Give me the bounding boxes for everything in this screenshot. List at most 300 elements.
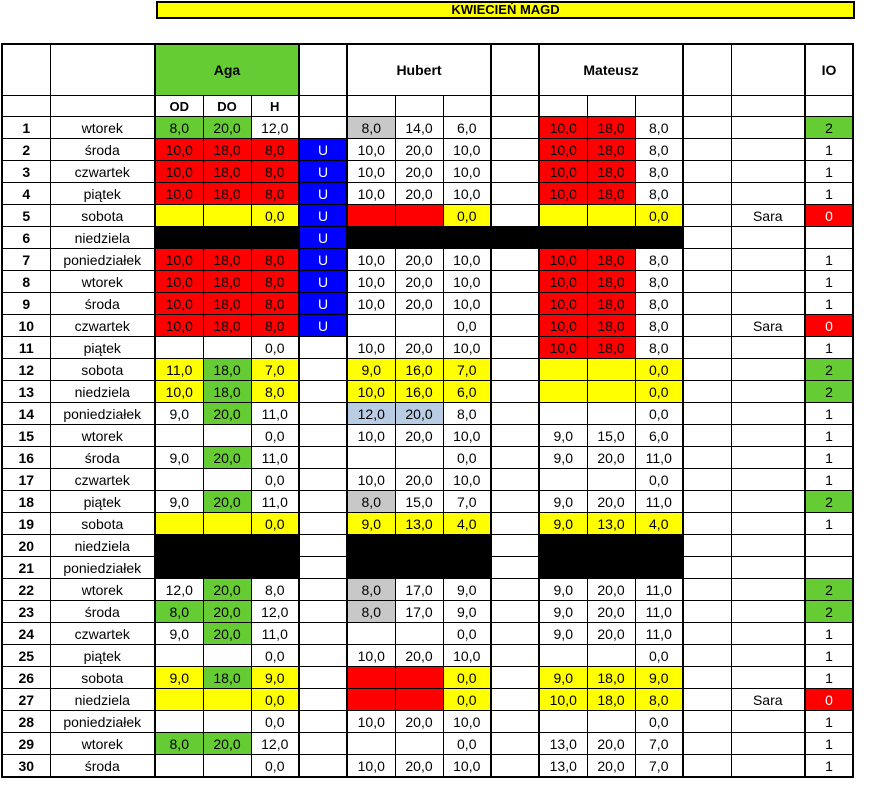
row-number[interactable]: 19 [2,513,50,535]
aga-h-cell[interactable] [251,557,299,579]
mateusz-h-cell[interactable]: 0,0 [635,645,683,667]
mateusz-od-cell[interactable] [539,403,587,425]
aga-do-cell[interactable] [203,513,251,535]
mateusz-do-cell[interactable] [587,227,635,249]
aga-h-cell[interactable]: 8,0 [251,271,299,293]
hubert-h-cell[interactable]: 0,0 [443,205,491,227]
hubert-do-cell[interactable]: 17,0 [395,601,443,623]
io-cell[interactable]: 2 [805,579,853,601]
extra-cell[interactable] [683,447,731,469]
hubert-od-cell[interactable]: 10,0 [347,337,395,359]
row-number[interactable]: 16 [2,447,50,469]
mateusz-h-cell[interactable]: 9,0 [635,667,683,689]
mateusz-do-cell[interactable]: 20,0 [587,733,635,755]
name-cell[interactable] [731,337,805,359]
mateusz-od-cell[interactable] [539,535,587,557]
hubert-do-cell[interactable]: 16,0 [395,381,443,403]
aga-h-cell[interactable]: 0,0 [251,205,299,227]
mateusz-h-cell[interactable]: 6,0 [635,425,683,447]
row-number[interactable]: 24 [2,623,50,645]
hubert-h-cell[interactable]: 9,0 [443,601,491,623]
aga-do-cell[interactable] [203,645,251,667]
day-name[interactable]: sobota [50,667,155,689]
day-name[interactable]: środa [50,755,155,778]
hubert-od-cell[interactable]: 8,0 [347,601,395,623]
header-io[interactable]: IO [805,44,853,96]
mateusz-h-cell[interactable]: 8,0 [635,139,683,161]
aga-do-cell[interactable] [203,557,251,579]
mateusz-do-cell[interactable]: 15,0 [587,425,635,447]
aga-h-cell[interactable]: 0,0 [251,513,299,535]
aga-do-cell[interactable]: 18,0 [203,293,251,315]
name-cell[interactable]: Sara [731,689,805,711]
name-cell[interactable] [731,161,805,183]
sub-hubert-2[interactable] [395,96,443,117]
row-number[interactable]: 7 [2,249,50,271]
gap-cell[interactable] [491,315,539,337]
mateusz-do-cell[interactable] [587,645,635,667]
gap-cell[interactable] [491,381,539,403]
extra-cell[interactable] [683,689,731,711]
mateusz-h-cell[interactable]: 8,0 [635,271,683,293]
name-cell[interactable] [731,359,805,381]
mateusz-od-cell[interactable]: 10,0 [539,161,587,183]
name-cell[interactable] [731,425,805,447]
gap-cell[interactable] [491,535,539,557]
extra-cell[interactable] [683,579,731,601]
day-name[interactable]: piątek [50,337,155,359]
aga-h-cell[interactable]: 8,0 [251,183,299,205]
row-number[interactable]: 12 [2,359,50,381]
io-cell[interactable]: 1 [805,447,853,469]
hubert-h-cell[interactable]: 6,0 [443,117,491,139]
mateusz-od-cell[interactable]: 9,0 [539,513,587,535]
aga-od-cell[interactable]: 9,0 [155,447,203,469]
hubert-h-cell[interactable] [443,557,491,579]
vacation-cell[interactable] [299,689,347,711]
aga-do-cell[interactable]: 18,0 [203,161,251,183]
io-cell[interactable]: 1 [805,711,853,733]
row-number[interactable]: 9 [2,293,50,315]
aga-od-cell[interactable]: 11,0 [155,359,203,381]
vacation-cell[interactable]: U [299,183,347,205]
hubert-do-cell[interactable] [395,315,443,337]
sub-mateusz-2[interactable] [587,96,635,117]
vacation-cell[interactable] [299,359,347,381]
io-cell[interactable]: 2 [805,359,853,381]
hubert-h-cell[interactable]: 0,0 [443,447,491,469]
hubert-do-cell[interactable]: 20,0 [395,425,443,447]
row-number[interactable]: 30 [2,755,50,778]
aga-h-cell[interactable]: 0,0 [251,425,299,447]
aga-od-cell[interactable] [155,645,203,667]
name-cell[interactable] [731,579,805,601]
mateusz-h-cell[interactable]: 8,0 [635,117,683,139]
gap-cell[interactable] [491,469,539,491]
vacation-cell[interactable] [299,425,347,447]
io-cell[interactable]: 2 [805,117,853,139]
mateusz-od-cell[interactable] [539,227,587,249]
aga-h-cell[interactable]: 12,0 [251,117,299,139]
day-name[interactable]: środa [50,293,155,315]
aga-h-cell[interactable]: 11,0 [251,447,299,469]
day-name[interactable]: środa [50,139,155,161]
io-cell[interactable]: 0 [805,205,853,227]
day-name[interactable]: czwartek [50,623,155,645]
mateusz-od-cell[interactable] [539,469,587,491]
hubert-do-cell[interactable]: 20,0 [395,711,443,733]
mateusz-do-cell[interactable] [587,381,635,403]
io-cell[interactable]: 0 [805,689,853,711]
mateusz-h-cell[interactable] [635,227,683,249]
hubert-do-cell[interactable] [395,667,443,689]
gap-cell[interactable] [491,689,539,711]
hubert-do-cell[interactable] [395,227,443,249]
aga-do-cell[interactable]: 20,0 [203,117,251,139]
day-name[interactable]: poniedziałek [50,249,155,271]
aga-do-cell[interactable]: 20,0 [203,733,251,755]
extra-cell[interactable] [683,271,731,293]
name-cell[interactable] [731,733,805,755]
extra-cell[interactable] [683,645,731,667]
hubert-od-cell[interactable]: 10,0 [347,293,395,315]
row-number[interactable]: 25 [2,645,50,667]
aga-od-cell[interactable] [155,513,203,535]
mateusz-do-cell[interactable]: 18,0 [587,161,635,183]
row-number[interactable]: 6 [2,227,50,249]
name-cell[interactable] [731,491,805,513]
aga-h-cell[interactable]: 8,0 [251,249,299,271]
day-name[interactable]: wtorek [50,425,155,447]
hubert-od-cell[interactable]: 10,0 [347,711,395,733]
extra-cell[interactable] [683,733,731,755]
hubert-do-cell[interactable]: 20,0 [395,755,443,778]
aga-od-cell[interactable]: 10,0 [155,381,203,403]
gap-cell[interactable] [491,447,539,469]
hubert-do-cell[interactable]: 20,0 [395,469,443,491]
hubert-do-cell[interactable] [395,623,443,645]
mateusz-od-cell[interactable] [539,711,587,733]
gap-cell[interactable] [491,513,539,535]
day-name[interactable]: czwartek [50,469,155,491]
mateusz-do-cell[interactable]: 18,0 [587,183,635,205]
aga-od-cell[interactable] [155,535,203,557]
aga-do-cell[interactable] [203,425,251,447]
aga-od-cell[interactable] [155,755,203,778]
gap-cell[interactable] [491,645,539,667]
io-cell[interactable]: 1 [805,139,853,161]
hubert-do-cell[interactable]: 14,0 [395,117,443,139]
hubert-od-cell[interactable] [347,733,395,755]
vacation-cell[interactable] [299,711,347,733]
aga-od-cell[interactable]: 9,0 [155,491,203,513]
mateusz-do-cell[interactable] [587,557,635,579]
gap-cell[interactable] [491,623,539,645]
gap-cell[interactable] [491,557,539,579]
aga-do-cell[interactable]: 18,0 [203,667,251,689]
aga-do-cell[interactable] [203,337,251,359]
day-name[interactable]: poniedziałek [50,711,155,733]
day-name[interactable]: środa [50,447,155,469]
mateusz-od-cell[interactable]: 10,0 [539,337,587,359]
io-cell[interactable]: 2 [805,491,853,513]
mateusz-h-cell[interactable]: 11,0 [635,579,683,601]
extra-cell[interactable] [683,249,731,271]
mateusz-od-cell[interactable]: 10,0 [539,293,587,315]
io-cell[interactable]: 1 [805,271,853,293]
mateusz-h-cell[interactable]: 8,0 [635,315,683,337]
gap-cell[interactable] [491,601,539,623]
io-cell[interactable]: 0 [805,315,853,337]
mateusz-do-cell[interactable]: 20,0 [587,491,635,513]
hubert-od-cell[interactable]: 10,0 [347,249,395,271]
mateusz-do-cell[interactable]: 20,0 [587,601,635,623]
vacation-cell[interactable] [299,117,347,139]
mateusz-do-cell[interactable]: 20,0 [587,447,635,469]
aga-do-cell[interactable]: 18,0 [203,139,251,161]
io-cell[interactable]: 1 [805,755,853,778]
row-number[interactable]: 26 [2,667,50,689]
hubert-od-cell[interactable]: 10,0 [347,381,395,403]
day-name[interactable]: poniedziałek [50,557,155,579]
aga-do-cell[interactable]: 18,0 [203,359,251,381]
mateusz-do-cell[interactable] [587,469,635,491]
vacation-cell[interactable]: U [299,249,347,271]
gap-cell[interactable] [491,359,539,381]
aga-od-cell[interactable]: 8,0 [155,733,203,755]
vacation-cell[interactable] [299,513,347,535]
vacation-cell[interactable]: U [299,205,347,227]
aga-do-cell[interactable] [203,755,251,778]
hubert-h-cell[interactable] [443,535,491,557]
aga-od-cell[interactable] [155,227,203,249]
mateusz-od-cell[interactable]: 9,0 [539,667,587,689]
vacation-cell[interactable] [299,491,347,513]
mateusz-do-cell[interactable]: 18,0 [587,271,635,293]
mateusz-h-cell[interactable]: 0,0 [635,381,683,403]
hubert-od-cell[interactable] [347,623,395,645]
name-cell[interactable] [731,601,805,623]
extra-cell[interactable] [683,293,731,315]
aga-od-cell[interactable] [155,557,203,579]
hubert-do-cell[interactable]: 20,0 [395,403,443,425]
mateusz-h-cell[interactable] [635,535,683,557]
aga-do-cell[interactable]: 20,0 [203,623,251,645]
day-name[interactable]: piątek [50,183,155,205]
mateusz-do-cell[interactable]: 20,0 [587,755,635,778]
vacation-cell[interactable]: U [299,315,347,337]
extra-cell[interactable] [683,183,731,205]
aga-do-cell[interactable]: 20,0 [203,447,251,469]
day-name[interactable]: wtorek [50,117,155,139]
extra-cell[interactable] [683,315,731,337]
hubert-od-cell[interactable] [347,667,395,689]
name-cell[interactable] [731,249,805,271]
mateusz-do-cell[interactable]: 18,0 [587,249,635,271]
name-cell[interactable] [731,557,805,579]
vacation-cell[interactable] [299,755,347,778]
aga-od-cell[interactable] [155,711,203,733]
mateusz-od-cell[interactable]: 13,0 [539,755,587,778]
name-cell[interactable] [731,381,805,403]
io-cell[interactable]: 2 [805,381,853,403]
mateusz-od-cell[interactable] [539,645,587,667]
hubert-h-cell[interactable]: 8,0 [443,403,491,425]
mateusz-do-cell[interactable] [587,403,635,425]
vacation-cell[interactable] [299,667,347,689]
mateusz-do-cell[interactable] [587,711,635,733]
aga-od-cell[interactable]: 10,0 [155,183,203,205]
aga-do-cell[interactable] [203,205,251,227]
mateusz-do-cell[interactable]: 18,0 [587,689,635,711]
row-number[interactable]: 17 [2,469,50,491]
io-cell[interactable]: 1 [805,249,853,271]
mateusz-h-cell[interactable]: 8,0 [635,689,683,711]
hubert-do-cell[interactable]: 15,0 [395,491,443,513]
header-mateusz[interactable]: Mateusz [539,44,683,96]
mateusz-h-cell[interactable]: 0,0 [635,359,683,381]
sub-hubert-3[interactable] [443,96,491,117]
hubert-do-cell[interactable] [395,535,443,557]
extra-cell[interactable] [683,227,731,249]
vacation-cell[interactable]: U [299,227,347,249]
hubert-do-cell[interactable]: 20,0 [395,183,443,205]
aga-od-cell[interactable]: 9,0 [155,623,203,645]
io-cell[interactable]: 1 [805,513,853,535]
extra-cell[interactable] [683,491,731,513]
aga-h-cell[interactable]: 11,0 [251,403,299,425]
aga-od-cell[interactable] [155,425,203,447]
hubert-h-cell[interactable]: 7,0 [443,491,491,513]
aga-h-cell[interactable]: 0,0 [251,711,299,733]
mateusz-od-cell[interactable] [539,205,587,227]
aga-od-cell[interactable]: 10,0 [155,139,203,161]
hubert-od-cell[interactable]: 8,0 [347,491,395,513]
vacation-cell[interactable]: U [299,271,347,293]
hubert-od-cell[interactable] [347,227,395,249]
mateusz-od-cell[interactable]: 9,0 [539,425,587,447]
aga-od-cell[interactable] [155,205,203,227]
day-name[interactable]: czwartek [50,161,155,183]
row-number[interactable]: 28 [2,711,50,733]
hubert-h-cell[interactable]: 10,0 [443,469,491,491]
hubert-do-cell[interactable]: 20,0 [395,161,443,183]
io-cell[interactable]: 1 [805,667,853,689]
gap-cell[interactable] [491,579,539,601]
extra-cell[interactable] [683,161,731,183]
vacation-cell[interactable] [299,403,347,425]
name-cell[interactable] [731,645,805,667]
mateusz-od-cell[interactable]: 10,0 [539,249,587,271]
gap-cell[interactable] [491,403,539,425]
io-cell[interactable]: 1 [805,645,853,667]
io-cell[interactable]: 2 [805,601,853,623]
mateusz-h-cell[interactable]: 7,0 [635,755,683,778]
name-cell[interactable] [731,623,805,645]
mateusz-h-cell[interactable]: 8,0 [635,293,683,315]
aga-h-cell[interactable]: 0,0 [251,469,299,491]
mateusz-h-cell[interactable]: 11,0 [635,601,683,623]
row-number[interactable]: 23 [2,601,50,623]
mateusz-h-cell[interactable]: 0,0 [635,469,683,491]
day-name[interactable]: niedziela [50,689,155,711]
hubert-h-cell[interactable]: 10,0 [443,293,491,315]
vacation-cell[interactable] [299,381,347,403]
row-number[interactable]: 8 [2,271,50,293]
mateusz-h-cell[interactable]: 7,0 [635,733,683,755]
aga-do-cell[interactable] [203,711,251,733]
name-cell[interactable] [731,117,805,139]
gap-cell[interactable]: black [491,227,539,249]
sub-io[interactable] [805,96,853,117]
hubert-do-cell[interactable]: 20,0 [395,645,443,667]
day-name[interactable]: sobota [50,513,155,535]
mateusz-h-cell[interactable]: 0,0 [635,403,683,425]
aga-h-cell[interactable]: 12,0 [251,601,299,623]
hubert-od-cell[interactable]: 10,0 [347,425,395,447]
gap-cell[interactable] [491,491,539,513]
row-number[interactable]: 18 [2,491,50,513]
vacation-cell[interactable]: U [299,161,347,183]
aga-do-cell[interactable]: 20,0 [203,601,251,623]
hubert-od-cell[interactable]: 10,0 [347,645,395,667]
hubert-h-cell[interactable]: 0,0 [443,733,491,755]
name-cell[interactable] [731,535,805,557]
aga-h-cell[interactable]: 8,0 [251,315,299,337]
aga-od-cell[interactable] [155,337,203,359]
io-cell[interactable]: 1 [805,403,853,425]
aga-h-cell[interactable]: 12,0 [251,733,299,755]
name-cell[interactable] [731,227,805,249]
name-cell[interactable]: Sara [731,205,805,227]
gap-cell[interactable] [491,117,539,139]
row-number[interactable]: 10 [2,315,50,337]
vacation-cell[interactable] [299,535,347,557]
hubert-h-cell[interactable]: 10,0 [443,337,491,359]
hubert-h-cell[interactable]: 0,0 [443,315,491,337]
hubert-h-cell[interactable]: 9,0 [443,579,491,601]
header-aga[interactable]: Aga [155,44,299,96]
hubert-h-cell[interactable]: 10,0 [443,711,491,733]
mateusz-do-cell[interactable]: 18,0 [587,667,635,689]
aga-h-cell[interactable]: 9,0 [251,667,299,689]
hubert-h-cell[interactable]: 10,0 [443,755,491,778]
hubert-od-cell[interactable]: 10,0 [347,271,395,293]
hubert-od-cell[interactable] [347,535,395,557]
extra-cell[interactable] [683,667,731,689]
hubert-do-cell[interactable] [395,733,443,755]
aga-h-cell[interactable]: 0,0 [251,689,299,711]
mateusz-od-cell[interactable]: 10,0 [539,315,587,337]
aga-od-cell[interactable]: 10,0 [155,249,203,271]
vacation-cell[interactable] [299,469,347,491]
aga-h-cell[interactable] [251,227,299,249]
name-cell[interactable] [731,183,805,205]
hubert-h-cell[interactable]: 10,0 [443,249,491,271]
vacation-cell[interactable] [299,733,347,755]
io-cell[interactable]: 1 [805,293,853,315]
gap-cell[interactable] [491,139,539,161]
extra-cell[interactable] [683,623,731,645]
aga-od-cell[interactable]: 10,0 [155,161,203,183]
gap-cell[interactable] [491,161,539,183]
gap-cell[interactable] [491,711,539,733]
sub-mateusz-3[interactable] [635,96,683,117]
mateusz-od-cell[interactable]: 9,0 [539,447,587,469]
day-name[interactable]: niedziela [50,381,155,403]
hubert-od-cell[interactable]: 9,0 [347,513,395,535]
row-number[interactable]: 15 [2,425,50,447]
